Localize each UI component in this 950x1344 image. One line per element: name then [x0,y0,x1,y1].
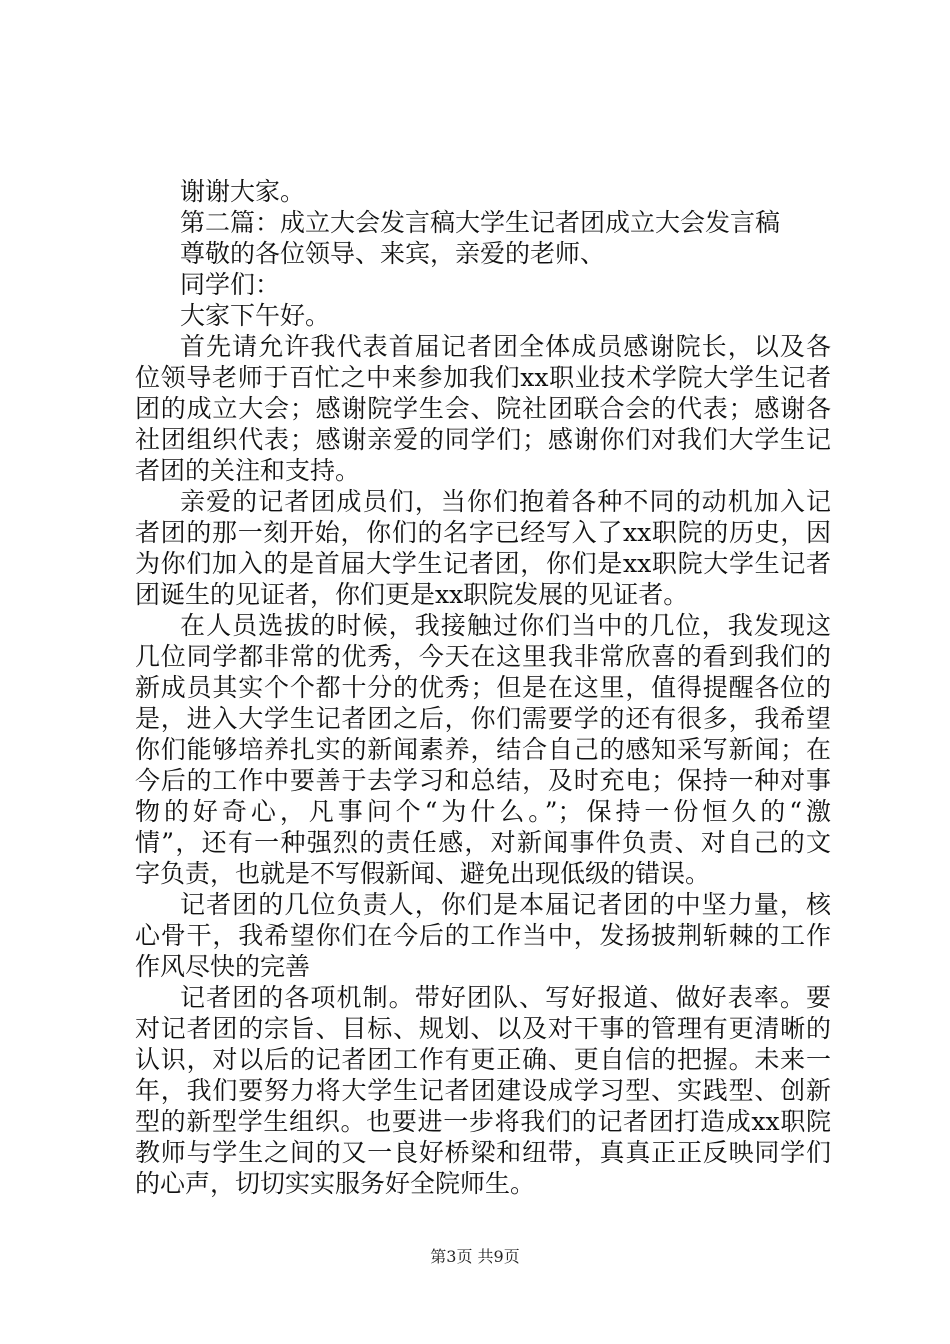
text-line: 你们能够培养扎实的新闻素养，结合自己的感知采写新闻；在 [135,735,831,764]
text-line: 社团组织代表；感谢亲爱的同学们；感谢你们对我们大学生记 [135,425,831,454]
text-line: 教师与学生之间的又一良好桥梁和纽带，真真正正反映同学们 [135,1138,831,1167]
text-line: 年，我们要努力将大学生记者团建设成学习型、实践型、创新 [135,1076,831,1105]
document-body [135,176,831,1199]
text-line: 认识，对以后的记者团工作有更正确、更自信的把握。未来一 [135,1045,831,1074]
text-line: 第二篇：成立大会发言稿大学生记者团成立大会发言稿 [180,208,781,237]
text-line: 在人员选拔的时候，我接触过你们当中的几位，我发现这 [180,611,831,640]
text-line: 型的新型学生组织。也要进一步将我们的记者团打造成xx职院 [135,1107,831,1136]
text-line: 者团的关注和支持。 [135,456,361,485]
text-line: 者团的那一刻开始，你们的名字已经写入了xx职院的历史，因 [135,518,831,547]
text-line: 团诞生的见证者，你们更是xx职院发展的见证者。 [135,580,689,609]
text-line: 位领导老师于百忙之中来参加我们xx职业技术学院大学生记者 [135,363,831,392]
text-line: 记者团的各项机制。带好团队、写好报道、做好表率。要 [180,983,831,1012]
text-line: 作风尽快的完善 [135,952,311,981]
text-line: 几位同学都非常的优秀，今天在这里我非常欣喜的看到我们的 [135,642,831,671]
text-line: 今后的工作中要善于去学习和总结，及时充电；保持一种对事 [135,766,831,795]
text-line: 的心声，切切实实服务好全院师生。 [135,1169,536,1198]
text-line: 心骨干，我希望你们在今后的工作当中，发扬披荆斩棘的工作 [135,921,831,950]
text-line: 大家下午好。 [180,301,331,330]
text-line: 同学们： [180,270,281,299]
text-line: 是，进入大学生记者团之后，你们需要学的还有很多，我希望 [135,704,831,733]
text-line: 团的成立大会；感谢院学生会、院社团联合会的代表；感谢各 [135,394,831,423]
text-line: 亲爱的记者团成员们，当你们抱着各种不同的动机加入记 [180,487,831,516]
text-line: 首先请允许我代表首届记者团全体成员感谢院长，以及各 [180,332,831,361]
text-line: 字负责，也就是不写假新闻、避免出现低级的错误。 [135,859,711,888]
text-line: 新成员其实个个都十分的优秀；但是在这里，值得提醒各位的 [135,673,831,702]
text-line: 记者团的几位负责人，你们是本届记者团的中坚力量，核 [180,890,831,919]
text-line: 情”，还有一种强烈的责任感，对新闻事件负责、对自己的文 [135,828,831,857]
text-line: 尊敬的各位领导、来宾，亲爱的老师、 [180,239,606,268]
text-line: 谢谢大家。 [180,177,306,206]
text-line: 对记者团的宗旨、目标、规划、以及对干事的管理有更清晰的 [135,1014,831,1043]
text-line: 为你们加入的是首届大学生记者团，你们是xx职院大学生记者 [135,549,831,578]
page-footer: 第3页 共9页 [430,1247,520,1266]
text-line: 物的好奇心，凡事问个“为什么。”；保持一份恒久的“激 [135,797,831,826]
